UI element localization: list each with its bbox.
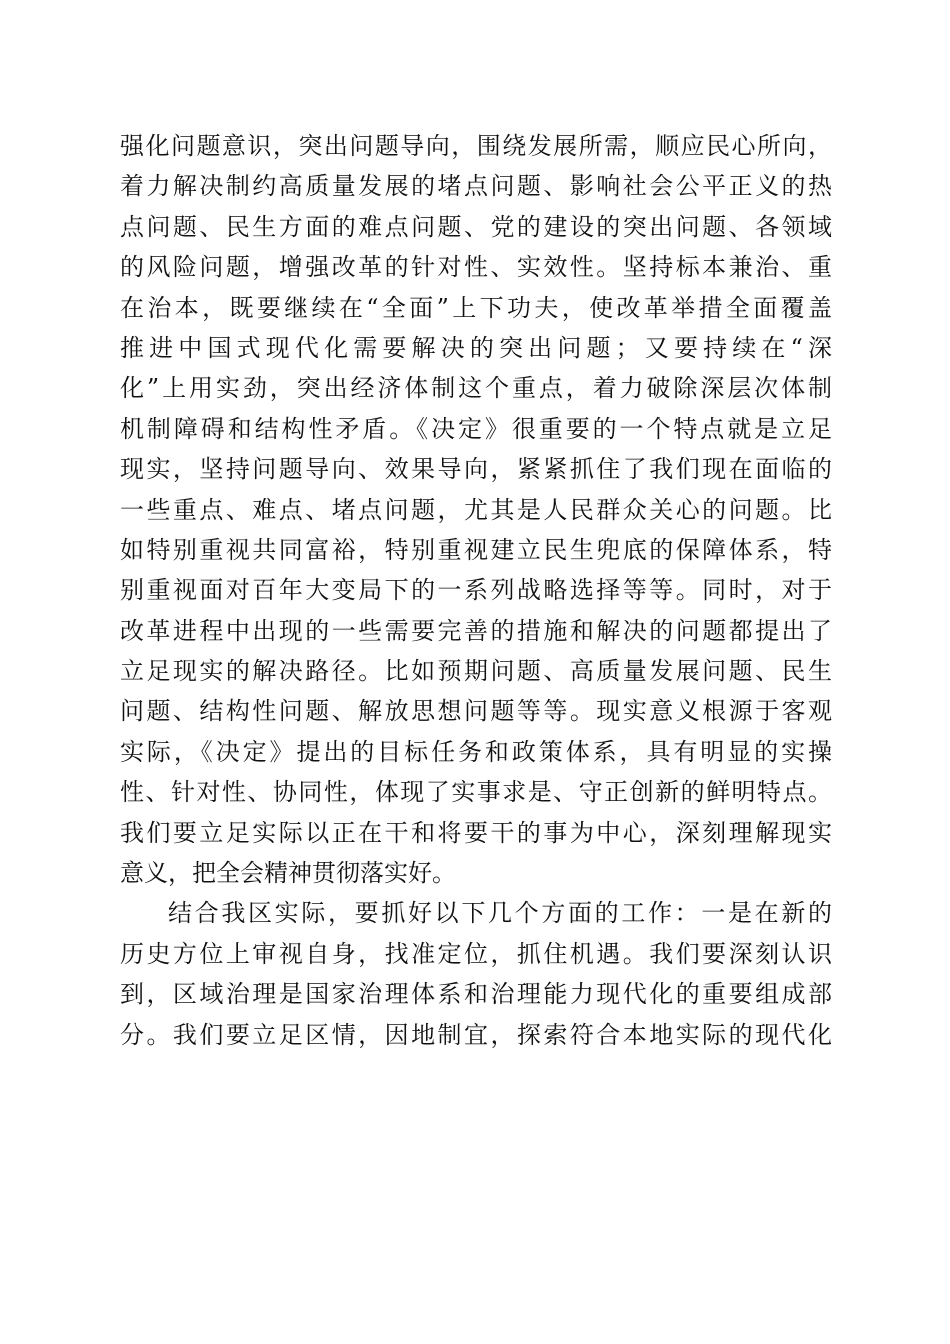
text-line: 点问题、民生方面的难点问题、党的建设的突出问题、各领域 bbox=[120, 212, 832, 241]
text-line: 机制障碍和结构性矛盾。《决定》很重要的一个特点就是立足 bbox=[120, 414, 832, 443]
text-line: 一些重点、难点、堵点问题，尤其是人民群众关心的问题。比 bbox=[120, 495, 832, 524]
text-line: 在治本，既要继续在“全面”上下功夫，使改革举措全面覆盖 bbox=[120, 293, 832, 322]
text-line: 意义，把全会精神贯彻落实好。 bbox=[120, 859, 456, 888]
body-text bbox=[120, 126, 832, 1055]
text-line: 历史方位上审视自身，找准定位，抓住机遇。我们要深刻认识 bbox=[120, 939, 832, 968]
text-line: 现实，坚持问题导向、效果导向，紧紧抓住了我们现在面临的 bbox=[120, 455, 832, 484]
text-line: 化”上用实劲，突出经济体制这个重点，着力破除深层次体制 bbox=[120, 374, 832, 403]
text-line: 性、针对性、协同性，体现了实事求是、守正创新的鲜明特点。 bbox=[120, 778, 832, 807]
text-line: 别重视面对百年大变局下的一系列战略选择等等。同时，对于 bbox=[120, 576, 832, 605]
paragraph-2 bbox=[120, 893, 832, 1055]
text-line: 着力解决制约高质量发展的堵点问题、影响社会公平正义的热 bbox=[120, 172, 832, 201]
text-line: 的风险问题，增强改革的针对性、实效性。坚持标本兼治、重 bbox=[120, 253, 832, 282]
text-line: 结合我区实际，要抓好以下几个方面的工作：一是在新的 bbox=[168, 899, 832, 928]
text-line: 如特别重视共同富裕，特别重视建立民生兜底的保障体系，特 bbox=[120, 535, 832, 564]
text-line: 分。我们要立足区情，因地制宜，探索符合本地实际的现代化 bbox=[120, 1020, 832, 1049]
text-line: 立足现实的解决路径。比如预期问题、高质量发展问题、民生 bbox=[120, 657, 832, 686]
text-line: 到，区域治理是国家治理体系和治理能力现代化的重要组成部 bbox=[120, 980, 832, 1009]
text-line: 我们要立足实际以正在干和将要干的事为中心，深刻理解现实 bbox=[120, 818, 832, 847]
text-line: 问题、结构性问题、解放思想问题等等。现实意义根源于客观 bbox=[120, 697, 832, 726]
text-line: 改革进程中出现的一些需要完善的措施和解决的问题都提出了 bbox=[120, 616, 832, 645]
text-line: 推进中国式现代化需要解决的突出问题；又要持续在“深 bbox=[120, 333, 832, 362]
paragraph-1 bbox=[120, 126, 832, 893]
text-line: 实际，《决定》提出的目标任务和政策体系，具有明显的实操 bbox=[120, 737, 832, 766]
text-line: 强化问题意识，突出问题导向，围绕发展所需，顺应民心所向， bbox=[120, 132, 832, 160]
